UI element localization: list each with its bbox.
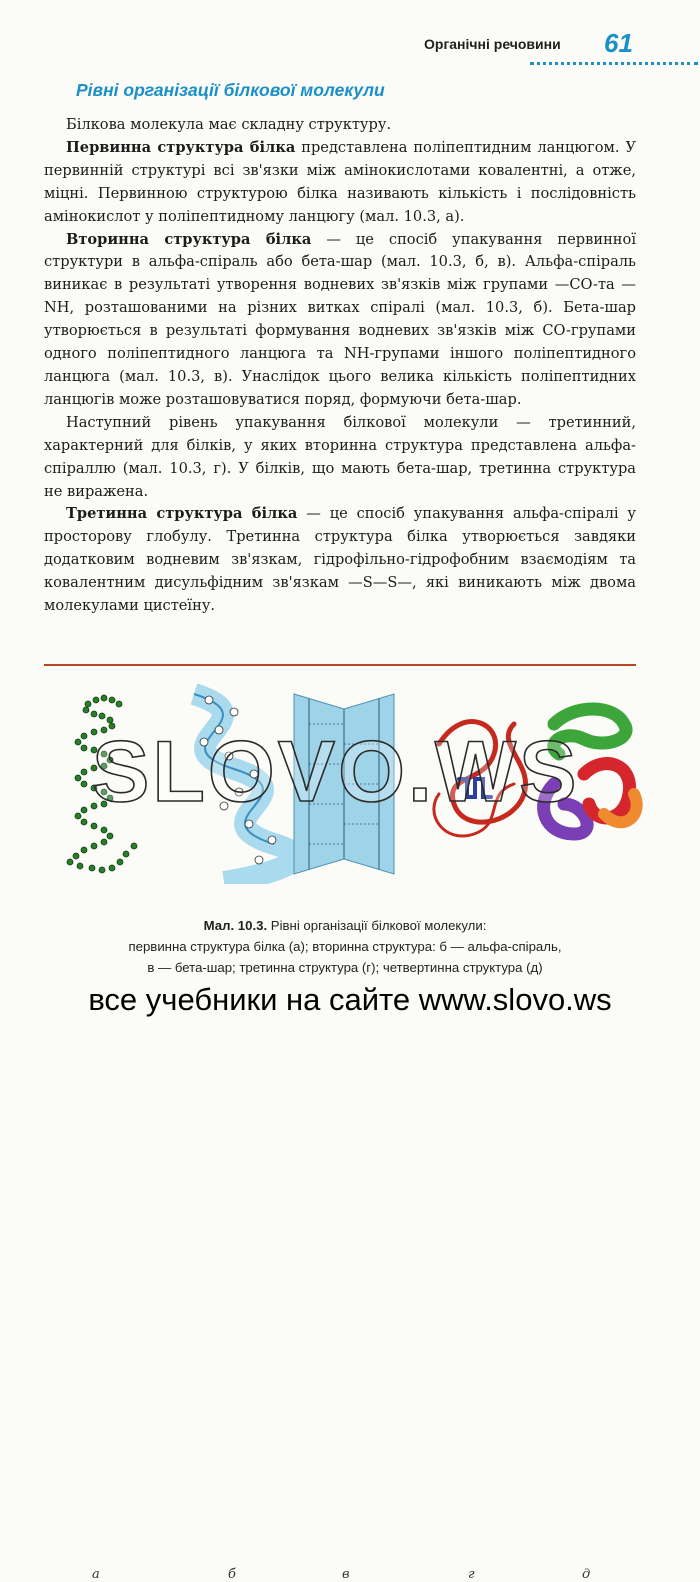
section-title: Рівні організації білкової молекули: [76, 80, 385, 100]
term-primary-structure: Первинна структура білка: [66, 138, 296, 156]
figure-separator-rule: [44, 664, 636, 666]
body-text: [44, 114, 636, 618]
panel-label-c: в: [342, 1567, 350, 1582]
paragraph-primary-structure: Первинна структура білка представлена поліпептидним ланцюгом. У первинній структурі всі зв'язки між амінокислотами ковалентні, а отже, міцні. Первинною структурою білка називають кількість і послідовність амінокислот у поліпептидному ланцюгу (мал. 10.3, а).: [44, 138, 636, 225]
panel-label-e: д: [582, 1567, 591, 1582]
panel-label-b: б: [228, 1567, 236, 1582]
figure-caption: Мал. 10.3. Рівні організації білкової молекули: первинна структура білка (а); вторинна структура: б — альфа-спіраль, в — бета-шар; третинна структура (г); четвертинна структура (д): [128, 918, 562, 975]
panel-label-a: а: [92, 1567, 100, 1582]
term-tertiary-structure: Третинна структура білка: [66, 505, 298, 523]
paragraph-tertiary-structure: Третинна структура білка — це спосіб упакування альфа-спіралі у просторову глобулу. Третинна структура білка утворюється завдяки додатковим водневим зв'язкам, гідрофільно-гідрофобним взаємодіям та ковалентним дисульфідним зв'язкам —S—S—, які виникають між двома молекулами цистеїну.: [44, 505, 636, 615]
header-dotted-rule: [530, 62, 698, 65]
paragraph-secondary-structure: Вторинна структура білка — це спосіб упакування первинної структури в альфа-спіраль або бета-шар (мал. 10.3, б, в). Альфа-спіраль виникає в результаті утворення водневих зв'язків між групами —CO-та —NH, розташованими на різних витках спіралі (мал. 10.3, б). Бета-шар утворюється в результаті формування водневих зв'язків між CO-групами одного поліпептидного ланцюга та NH-групами іншого поліпептидного ланцюга (мал. 10.3, в). Унаслідок цього велика кількість поліпептидних ланцюгів може розташовуватися поряд, формуючи бета-шар.: [44, 230, 636, 408]
paragraph-intro: Білкова молекула має складну структуру.: [66, 116, 392, 133]
footer-banner: все учебники на сайте www.slovo.ws: [88, 982, 612, 1017]
page-number: 61: [604, 28, 633, 58]
paragraph-next-level: Наступний рівень упакування білкової молекули — третинний, характерний для білків, у яких вторинна структура представлена альфа-спіраллю (мал. 10.3, г). У білків, що мають бета-шар, третинна структура не виражена.: [44, 413, 636, 500]
term-secondary-structure: Вторинна структура білка: [66, 230, 312, 248]
panel-label-d: г: [468, 1567, 475, 1582]
caption-label: Мал. 10.3.: [203, 918, 268, 933]
watermark: SLOVO.WS: [92, 724, 580, 820]
running-header-title: Органічні речовини: [424, 36, 561, 52]
